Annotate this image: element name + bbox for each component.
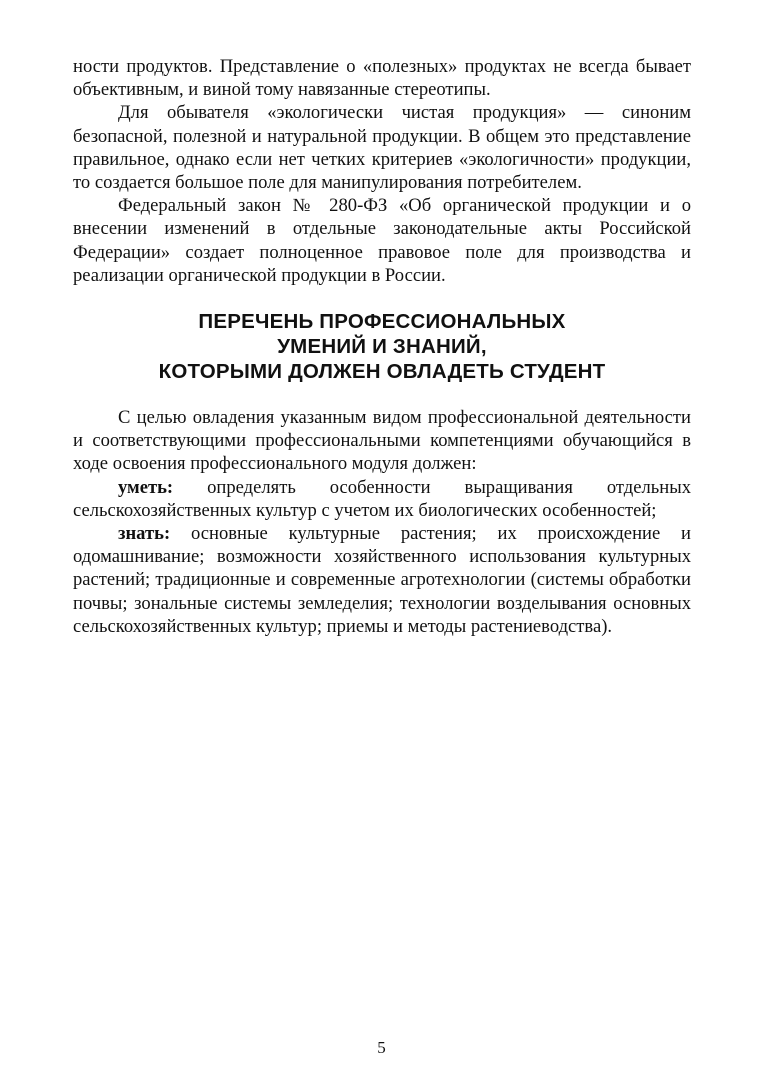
paragraph-federal-law: Федеральный закон № 280-ФЗ «Об органической продукции и о внесении изменений в отдельные законодательные акты Российской Федерации» создает полноценное правовое поле для производства и реализации органической продукции в России.	[73, 195, 691, 286]
knowledge-term: знать:	[118, 523, 171, 545]
skills-text: определять особенности выращивания отдельных сельскохозяйственных культур с учетом их биологических особенностей;	[73, 476, 691, 521]
paragraph-knowledge	[73, 522, 691, 638]
heading-line-2: УМЕНИЙ И ЗНАНИЙ,	[277, 335, 487, 359]
knowledge-text: основные культурные растения; их происхождение и одомашнивание; возможности хозяйственного использования культурных растений; традиционные и современные агротехнологии (системы обработки почвы; зональные системы земледелия; технологии возделывания основных сельскохозяйственных культур; приемы и методы растениеводства).	[73, 523, 691, 637]
heading-line-3: КОТОРЫМИ ДОЛЖЕН ОВЛАДЕТЬ СТУДЕНТ	[158, 360, 606, 384]
skills-term: уметь:	[118, 476, 174, 498]
paragraph-eco-products: Для обывателя «экологически чистая продукция» — синоним безопасной, полезной и натуральной продукции. В общем это представление правильное, однако если нет четких критериев «экологичности» продукции, то создается большое поле для манипулирования потребителем.	[73, 102, 691, 194]
paragraph-continuation: ности продуктов. Представление о «полезных» продуктах не всегда бывает объективным, и виной тому навязанные стереотипы.	[73, 56, 691, 101]
page-number: 5	[377, 1038, 386, 1057]
section-heading	[73, 309, 691, 384]
paragraph-skills	[73, 476, 691, 522]
document-page	[73, 55, 691, 638]
heading-line-1: ПЕРЕЧЕНЬ ПРОФЕССИОНАЛЬНЫХ	[198, 310, 566, 334]
paragraph-purpose: С целью овладения указанным видом профессиональной деятельности и соответствующими профессиональными компетенциями обучающийся в ходе освоения профессионального модуля должен:	[73, 407, 691, 475]
